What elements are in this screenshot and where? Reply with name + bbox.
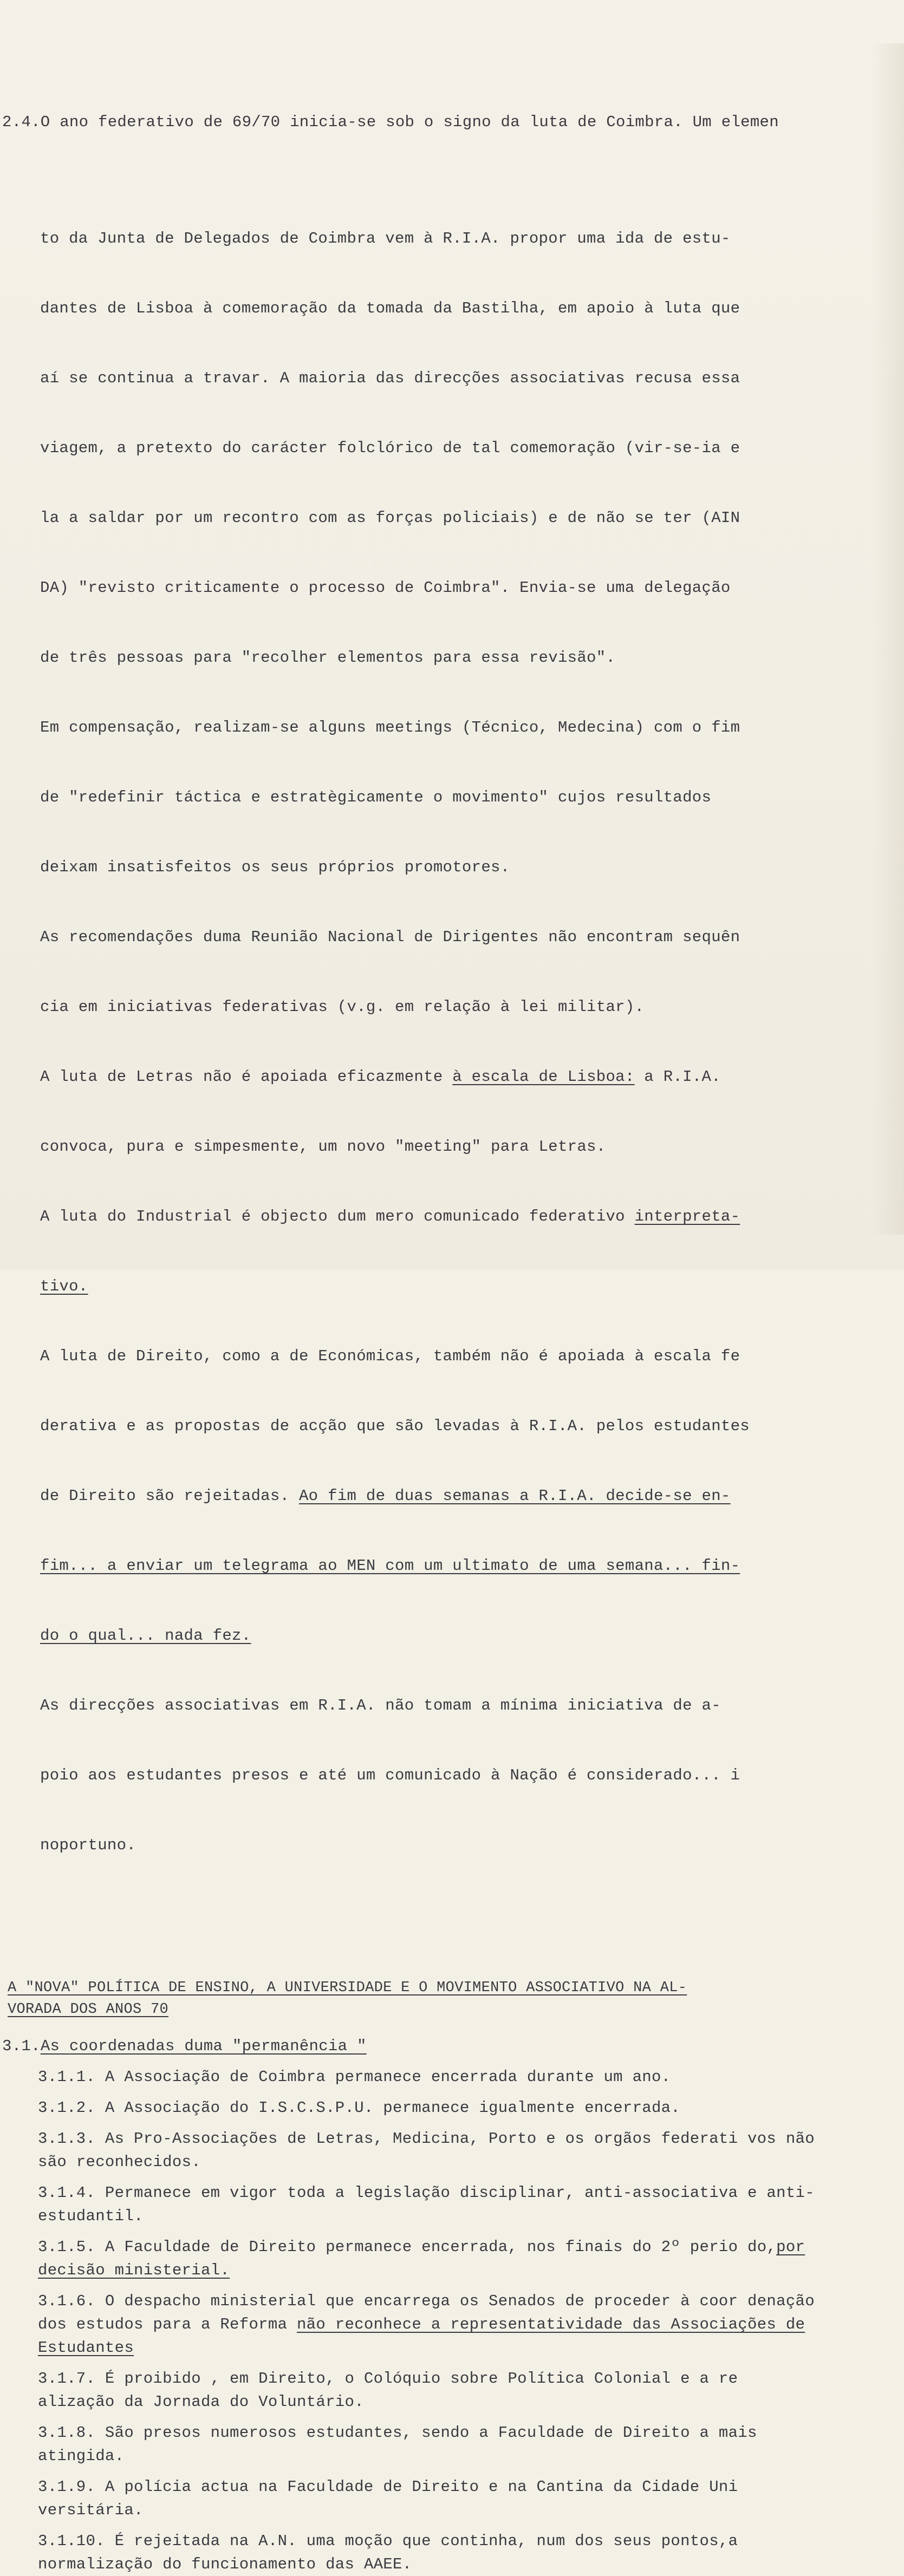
section-3-1-list: [0, 2065, 818, 2576]
list-item: [38, 2529, 818, 2576]
list-item: [38, 2235, 818, 2282]
paper-edge-shadow: [872, 43, 904, 1235]
industrial-underlined-cont: tivo.: [40, 1277, 88, 1295]
item-number: 3.1.4.: [38, 2184, 96, 2202]
list-item: [38, 2475, 818, 2522]
text-line: derativa e as propostas de acção que são levadas à R.I.A. pelos estudantes: [40, 1417, 750, 1435]
item-text: O despacho ministerial que encarrega os Senados de proceder à coor denação dos estudos para a Reforma: [38, 2292, 815, 2333]
text-line: to da Junta de Delegados de Coimbra vem à R.I.A. propor uma ida de estu-: [40, 230, 731, 247]
item-text: Permanece em vigor toda a legislação disciplinar, anti-associativa e anti-estudantil.: [38, 2184, 815, 2225]
industrial-underlined: interpreta-: [634, 1208, 740, 1225]
list-item: [38, 2367, 818, 2414]
item-text: As Pro-Associações de Letras, Medicina, Porto e os orgãos federati vos não são reconhecidos.: [38, 2130, 815, 2171]
section-3-heading: [0, 1977, 867, 2020]
item-number: 3.1.9.: [38, 2478, 96, 2496]
text-line: Em compensação, realizam-se alguns meetings (Técnico, Medecina) com o fim: [40, 719, 740, 736]
list-item: [38, 2096, 818, 2120]
text-line: [40, 1205, 867, 1228]
item-underlined: por decisão ministerial.: [38, 2238, 805, 2279]
item-number: 3.1.10.: [38, 2532, 105, 2550]
list-item: [38, 2065, 818, 2089]
list-item: [38, 2181, 818, 2228]
text-line: As recomendações duma Reunião Nacional de Dirigentes não encontram sequên: [40, 928, 740, 946]
item-text: São presos numerosos estudantes, sendo a Faculdade de Direito a mais atingida.: [38, 2424, 757, 2465]
item-text: A Faculdade de Direito permanece encerrada, nos finais do 2º perio do,: [105, 2238, 777, 2256]
item-number: 3.1.8.: [38, 2424, 96, 2442]
item-number: 3.1.5.: [38, 2238, 96, 2256]
heading-line: VORADA DOS ANOS 70: [8, 2001, 169, 2018]
heading-line: A "NOVA" POLÍTICA DE ENSINO, A UNIVERSIDADE E O MOVIMENTO ASSOCIATIVO NA AL-: [8, 1980, 687, 1996]
letras-tail: a R.I.A.: [634, 1068, 721, 1086]
item-text: A polícia actua na Faculdade de Direito e na Cantina da Cidade Uni versitária.: [38, 2478, 738, 2519]
section-3-1-title: [0, 2034, 867, 2058]
item-text: A Associação do I.S.C.S.P.U. permanece igualmente encerrada.: [105, 2099, 681, 2117]
text-line: [40, 1554, 867, 1577]
list-item: [38, 2421, 818, 2468]
section-2-4-body: [2, 180, 867, 1903]
text-line: [40, 1275, 867, 1298]
item-text: É rejeitada na A.N. uma moção que continha, num dos seus pontos,a normalização do funcionamento das AAEE.: [38, 2532, 738, 2573]
text-line: 2.4.O ano federativo de 69/70 inicia-se sob o signo da luta de Coimbra. Um elemen: [2, 113, 779, 131]
text-line: DA) "revisto criticamente o processo de Coimbra". Envia-se uma delegação: [40, 579, 731, 597]
text-line: deixam insatisfeitos os seus próprios promotores.: [40, 858, 510, 876]
subsection-title: As coordenadas duma "permanência ": [40, 2037, 367, 2055]
item-number: 3.1.1.: [38, 2068, 96, 2086]
industrial-text: A luta do Industrial é objecto dum mero comunicado federativo: [40, 1208, 625, 1225]
text-line: A luta de Direito, como a de Económicas, também não é apoiada à escala fe: [40, 1347, 740, 1365]
text-line: de "redefinir táctica e estratègicamente o movimento" cujos resultados: [40, 788, 712, 806]
section-2-4: [0, 64, 867, 1950]
subsection-number: 3.1.: [2, 2037, 41, 2055]
item-number: 3.1.6.: [38, 2292, 96, 2310]
letras-underlined: à escala de Lisboa:: [452, 1068, 635, 1086]
text-line: poio aos estudantes presos e até um comunicado à Nação é considerado... i: [40, 1766, 740, 1784]
item-number: 3.1.3.: [38, 2130, 96, 2148]
text-line: de três pessoas para "recolher elementos para essa revisão".: [40, 649, 616, 667]
text-line: As direcções associativas em R.I.A. não tomam a mínima iniciativa de a-: [40, 1697, 721, 1714]
list-item: [38, 2290, 818, 2359]
text-line: viagem, a pretexto do carácter folclórico de tal comemoração (vir-se-ia e: [40, 439, 740, 457]
item-number: 3.1.2.: [38, 2099, 96, 2117]
text-line: noportuno.: [40, 1836, 136, 1854]
item-number: 3.1.7.: [38, 2370, 96, 2388]
direito-text: de Direito são rejeitadas.: [40, 1487, 290, 1505]
direito-underlined: Ao fim de duas semanas a R.I.A. decide-se en-: [298, 1487, 731, 1505]
direito-underlined: do o qual... nada fez.: [40, 1627, 251, 1645]
item-text: É proibido , em Direito, o Colóquio sobre Política Colonial e a re alização da Jornada do Voluntário.: [38, 2370, 738, 2411]
direito-underlined: fim... a enviar um telegrama ao MEN com um ultimato de uma semana... fin-: [40, 1557, 740, 1575]
text-line: [40, 1065, 867, 1088]
document-body: [0, 64, 867, 2576]
text-line: dantes de Lisboa à comemoração da tomada da Bastilha, em apoio à luta que: [40, 299, 740, 317]
text-line: [40, 1624, 867, 1647]
text-line: convoca, pura e simpesmente, um novo "meeting" para Letras.: [40, 1138, 606, 1156]
text-line: cia em iniciativas federativas (v.g. em relação à lei militar).: [40, 998, 645, 1016]
text-line: la a saldar por um recontro com as forças policiais) e de não se ter (AIN: [40, 509, 740, 527]
item-underlined: não reconhece a representatividade das Associações de Estudantes: [38, 2316, 805, 2357]
list-item: [38, 2127, 818, 2174]
letras-text: A luta de Letras não é apoiada eficazmente: [40, 1068, 443, 1086]
item-text: A Associação de Coimbra permanece encerrada durante um ano.: [105, 2068, 671, 2086]
text-line: [40, 1484, 867, 1508]
text-line: aí se continua a travar. A maioria das direcções associativas recusa essa: [40, 369, 740, 387]
